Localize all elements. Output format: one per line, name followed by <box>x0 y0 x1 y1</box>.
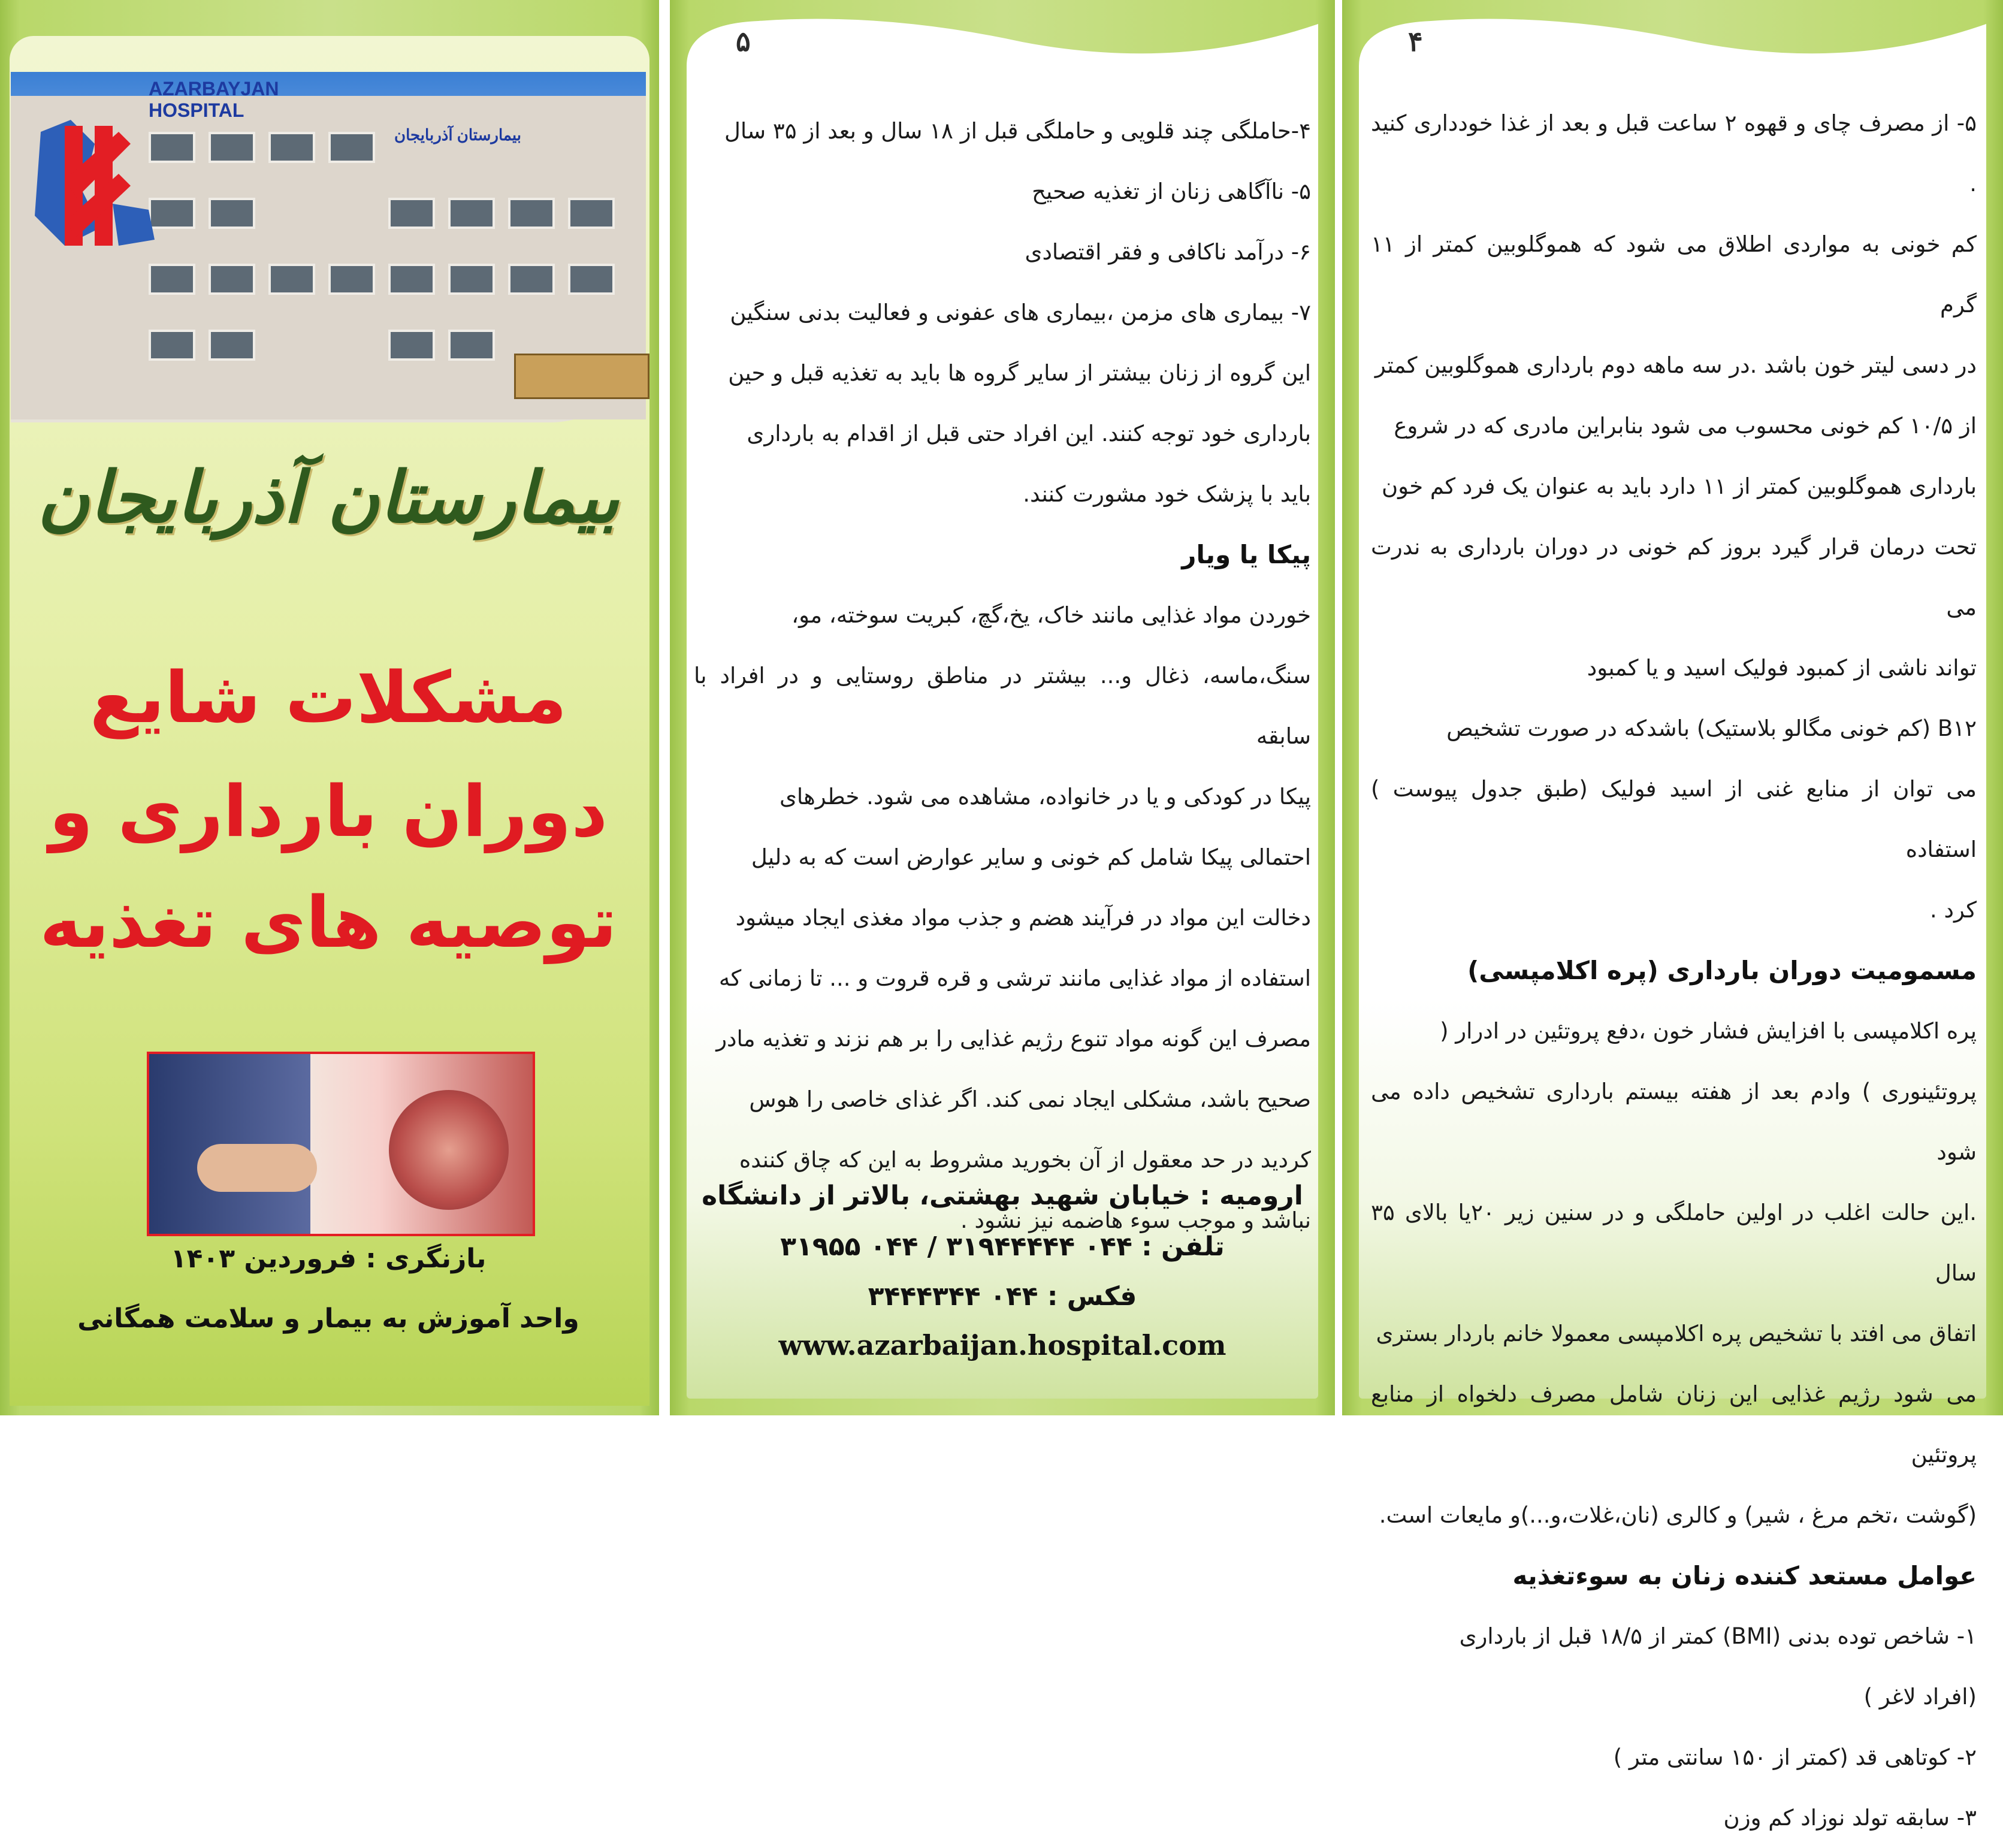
page-5-line: ۷- بیماری های مزمن ،بیماری های عفونی و فعالیت بدنی سنگین <box>730 300 1311 325</box>
pica-line: دخالت این مواد در فرآیند هضم و جذب مواد مغذی ایجاد میشود <box>735 905 1311 931</box>
preeclampsia-heading: مسمومیت دوران بارداری (پره اکلامپسی) <box>1467 956 1977 985</box>
pica-line: احتمالی پیکا شامل کم خونی و سایر عوارض است که به دلیل <box>751 844 1311 870</box>
intro-line: می توان از منابع غنی از اسید فولیک (طبق جدول پیوست ) استفاده <box>1371 776 1977 862</box>
pica-line: خوردن مواد غذایی مانند خاک، یخ،گچ، کبریت سوخته، مو، <box>791 602 1311 628</box>
preeclampsia-line: اتفاق می افتد با تشخیص پره اکلامپسی معمولا خانم باردار بستری <box>1376 1321 1977 1346</box>
photo-sign-fa: بیمارستان آذربایجان <box>394 126 522 144</box>
intro-line: بارداری هموگلوبین کمتر از ۱۱ دارد باید به عنوان یک فرد کم خون <box>1381 473 1977 499</box>
revision-date: بازنگری : فروردین ۱۴۰۳ <box>170 1243 487 1274</box>
intro-line: کم خونی به مواردی اطلاق می شود که هموگلوبین کمتر از ۱۱ گرم <box>1371 231 1977 318</box>
hospital-photo <box>11 72 646 422</box>
preeclampsia-line: پروتئینوری ) وادم بعد از هفته بیستم بارداری تشخیص داده می شود <box>1371 1079 1977 1165</box>
risk-line: ۳- سابقه تولد نوزاد کم وزن <box>1723 1805 1977 1831</box>
pica-line: نباشد و موجب سوء هاضمه نیز نشود . <box>960 1207 1311 1233</box>
hospital-logo-icon <box>29 108 161 270</box>
photo-sign-en: AZARBAYJAN HOSPITAL <box>149 78 279 121</box>
risk-line: ۱- شاخص توده بدنی (BMI) کمتر از ۱۸/۵ قبل از بارداری <box>1459 1623 1977 1649</box>
contact-address: ارومیه : خیابان شهید بهشتی، بالاتر از دانشگاه <box>702 1180 1303 1211</box>
pica-line: سنگ،ماسه، ذغال و... بیشتر در مناطق روستایی و در افراد با سابقه <box>694 663 1311 749</box>
risk-factors-heading: عوامل مستعد کننده زنان به سوءتغذیه <box>1512 1561 1977 1590</box>
pica-line: صحیح باشد، مشکلی ایجاد نمی کند. اگر غذای خاصی را هوس <box>749 1086 1311 1112</box>
pica-line: استفاده از مواد غذایی مانند ترشی و قره قروت و ... تا زمانی که <box>718 965 1311 991</box>
page-5-panel <box>670 0 1335 1415</box>
preeclampsia-line: پره اکلامپسی با افزایش فشار خون ،دفع پروتئین در ادرار ( <box>1440 1018 1977 1044</box>
intro-line: B۱۲ (کم خونی مگالو بلاستیک) باشدکه در صورت تشخیص <box>1446 715 1977 741</box>
contact-fax: فکس : ۰۴۴ ۳۴۴۴۳۴۴ <box>868 1281 1137 1312</box>
pica-line: کردید در حد معقول از آن بخورید مشروط به این که چاق کننده <box>739 1147 1311 1173</box>
photo-lower-sign <box>514 354 649 399</box>
pica-line: مصرف این گونه مواد تنوع رژیم غذایی را بر هم نزند و تغذیه مادر <box>716 1026 1311 1052</box>
hospital-name: بیمارستان آذربایجان <box>37 455 620 539</box>
cover-panel <box>0 0 659 1415</box>
intro-line: در دسی لیتر خون باشد .در سه ماهه دوم بارداری هموگلوبین کمتر <box>1374 352 1977 378</box>
page-4-body <box>1371 93 1977 1848</box>
page-5-line: ۵- ناآگاهی زنان از تغذیه صحیح <box>1032 179 1311 204</box>
page-4-panel <box>1342 0 2003 1831</box>
page-5-line: باید با پزشک خود مشورت کنند. <box>1023 481 1311 507</box>
page-5-line: بارداری خود توجه کنند. این افراد حتی قبل از اقدام به بارداری <box>747 421 1311 446</box>
intro-line: ۵- از مصرف چای و قهوه ۲ ساعت قبل و بعد از غذا خودداری کنید . <box>1371 110 1977 197</box>
page-5-top-wave <box>687 0 1318 78</box>
page-5-number: ۵ <box>736 25 751 58</box>
risk-line: (افراد لاغر ) <box>1863 1684 1977 1710</box>
page-4-top-wave <box>1359 0 1986 78</box>
intro-line: تواند ناشی از کمبود فولیک اسید و یا کمبود <box>1587 655 1977 681</box>
pica-line: پیکا در کودکی و یا در خانواده، مشاهده می شود. خطرهای <box>779 784 1311 810</box>
page-5-line: ۶- درآمد ناکافی و فقر اقتصادی <box>1025 239 1311 265</box>
page-5-line: ۴-حاملگی چند قلویی و حاملگی قبل از ۱۸ سال و بعد از ۳۵ سال <box>724 118 1311 144</box>
contact-website[interactable]: www.azarbaijan.hospital.com <box>778 1329 1226 1361</box>
intro-line: از ۱۰/۵ کم خونی محسوب می شود بنابراین مادری که در شروع <box>1394 413 1977 439</box>
cover-title-line2: دوران بارداری و <box>49 770 608 853</box>
preeclampsia-line: (گوشت ،تخم مرغ ، شیر) و کالری (نان،غلات،و...)و مایعات است. <box>1379 1502 1977 1528</box>
pica-heading: پیکا یا ویار <box>1182 540 1311 569</box>
preeclampsia-line: .این حالت اغلب در اولین حاملگی و در سنین زیر ۲۰یا بالای ۳۵ سال <box>1371 1200 1977 1286</box>
cover-title-line1: مشکلات شایع <box>89 656 567 739</box>
cover-title-line3: توصیه های تغذیه <box>40 881 617 964</box>
page-5-body <box>694 101 1311 1251</box>
intro-line: کرد . <box>1929 897 1977 923</box>
preeclampsia-line: می شود رژیم غذایی این زنان شامل مصرف دلخواه از منابع پروتئین <box>1371 1381 1977 1467</box>
education-unit: واحد آموزش به بیمار و سلامت همگانی <box>77 1303 579 1334</box>
pregnancy-image <box>147 1052 535 1236</box>
page-4-number: ۴ <box>1408 25 1423 58</box>
risk-line: ۲- کوتاهی قد (کمتر از ۱۵۰ سانتی متر ) <box>1613 1744 1977 1770</box>
contact-phone: تلفن : ۰۴۴ ۳۱۹۴۴۴۴۴ / ۰۴۴ ۳۱۹۵۵ <box>780 1231 1225 1262</box>
intro-line: تحت درمان قرار گیرد بروز کم خونی در دوران بارداری به ندرت می <box>1371 534 1977 620</box>
page-5-line: این گروه از زنان بیشتر از سایر گروه ها باید به تغذیه قبل و حین <box>728 360 1311 386</box>
